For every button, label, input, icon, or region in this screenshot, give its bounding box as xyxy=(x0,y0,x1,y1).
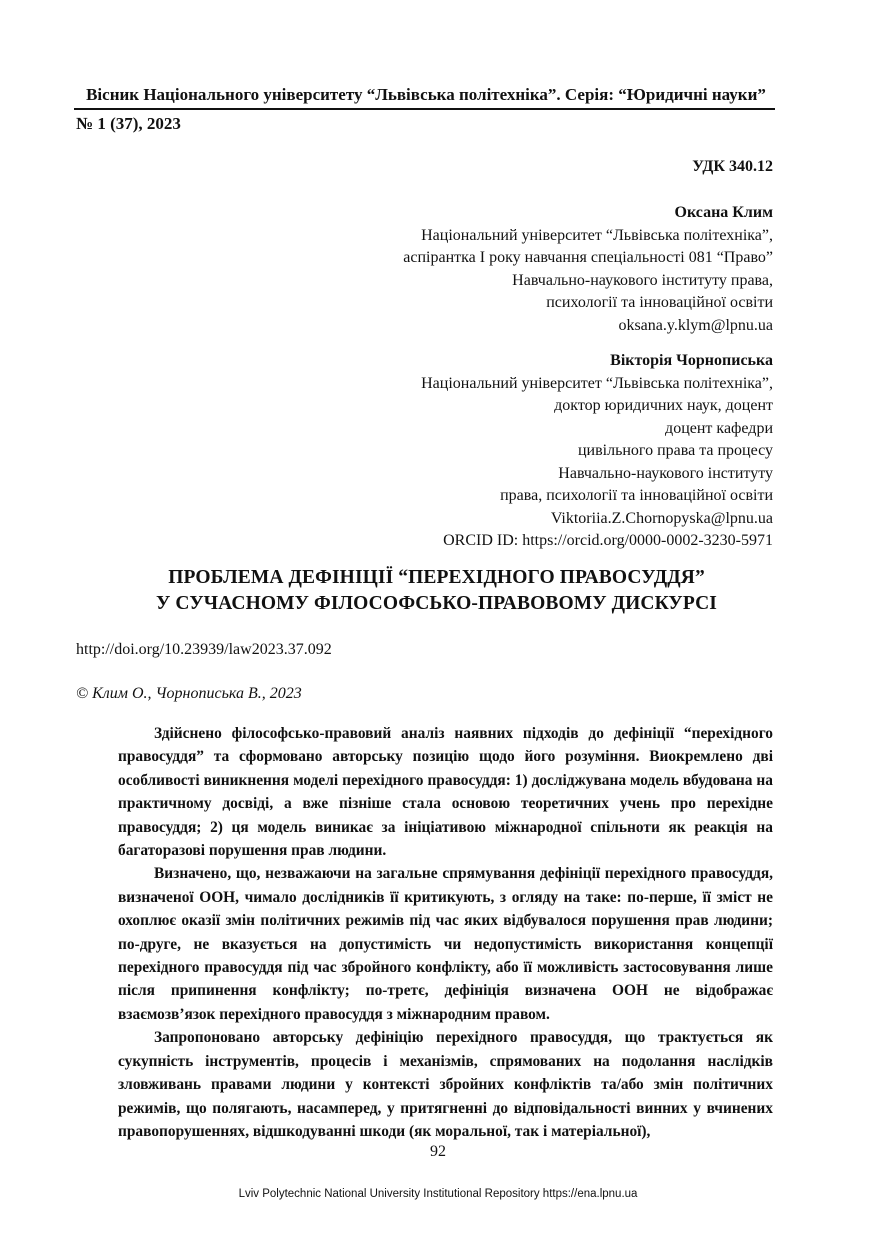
journal-title: Вісник Національного університету “Львівська політехніка”. Серія: “Юридичні науки” xyxy=(86,85,766,104)
article-title-line: У СУЧАСНОМУ ФІЛОСОФСЬКО-ПРАВОВОМУ ДИСКУРСІ xyxy=(156,593,717,614)
udk-code: УДК 340.12 xyxy=(692,158,773,175)
abstract-paragraph: Визначено, що, незважаючи на загальне спрямування дефініції перехідного правосуддя, визначеної ООН, чимало дослідників її критикують, з огляду на таке: по-перше, її зміст не охоплює оказії змін політичних режимів під час яких відбувалося порушення прав людини; по-друге, не вказується на допустимість чи недопустимість використання концепції перехідного правосуддя під час збройного конфлікту, або її можливість застосовування лише після припинення конфлікту; по-третє, дефініція визначена ООН не відображає взаємозв’язок перехідного правосуддя з міжнародним правом. xyxy=(118,865,773,1023)
author-name: Вікторія Чорнописька xyxy=(610,352,773,369)
page-number: 92 xyxy=(430,1143,446,1160)
author-email: oksana.y.klym@lpnu.ua xyxy=(618,316,773,334)
author-affiliation-line: цивільного права та процесу xyxy=(577,442,773,459)
repository-footer: Lviv Polytechnic National University Institutional Repository https://ena.lpnu.ua xyxy=(238,1188,638,1200)
issue-number: № 1 (37), 2023 xyxy=(76,114,181,133)
author-affiliation-line: Національний університет “Львівська політехніка”, xyxy=(421,226,773,244)
copyright-notice: © Клим О., Чорнописька В., 2023 xyxy=(76,685,302,702)
author-orcid: ORCID ID: https://orcid.org/0000-0002-3230-5971 xyxy=(443,532,773,549)
author-affiliation-line: Навчально-наукового інституту права, xyxy=(512,271,773,289)
author-affiliation-line: права, психології та інноваційної освіти xyxy=(500,487,773,504)
author-email: Viktoriia.Z.Chornopyska@lpnu.ua xyxy=(550,509,773,527)
article-title xyxy=(76,565,797,617)
author-affiliation-line: Національний університет “Львівська політехніка”, xyxy=(421,374,773,392)
author-affiliation-line: доцент кафедри xyxy=(665,419,773,437)
author-affiliation-line: Навчально-наукового інституту xyxy=(558,464,773,482)
abstract-paragraph: Здійснено філософсько-правовий аналіз наявних підходів до дефініції “перехідного правосуддя” та сформовано авторську позицію щодо його розуміння. Виокремлено дві особливості виникнення моделі перехідного правосуддя: 1) досліджувана модель вбудована на практичному досвіді, а вже пізніше стала основою теоретичних учень про перехідне правосуддя; 2) ця модель виникає за ініціативою міжнародної спільноти як реакція на багаторазові порушення прав людини. xyxy=(118,725,773,860)
author-affiliation-line: психології та інноваційної освіти xyxy=(546,294,773,311)
abstract xyxy=(118,722,773,1143)
author-affiliation-line: доктор юридичних наук, доцент xyxy=(554,397,773,414)
abstract-paragraph: Запропоновано авторську дефініцію перехідного правосуддя, що трактується як сукупність інструментів, процесів і механізмів, спрямованих на подолання наслідків зловживань правами людини у контексті збройних конфліктів та/або змін політичних режимів, що полягають, насамперед, у притягненні до відповідальності винних у вчинених правопорушеннях, відшкодуванні шкоди (як моральної, так і матеріальної), xyxy=(118,1029,773,1140)
author-block-klym xyxy=(403,202,773,337)
header-divider xyxy=(74,108,775,110)
author-block-chornopyska xyxy=(421,350,773,553)
doi-link[interactable]: http://doi.org/10.23939/law2023.37.092 xyxy=(76,641,332,658)
author-affiliation-line: аспірантка І року навчання спеціальності 081 “Право” xyxy=(403,249,773,266)
author-name: Оксана Клим xyxy=(674,204,773,221)
article-title-line: ПРОБЛЕМА ДЕФІНІЦІЇ “ПЕРЕХІДНОГО ПРАВОСУДДЯ” xyxy=(168,567,705,588)
